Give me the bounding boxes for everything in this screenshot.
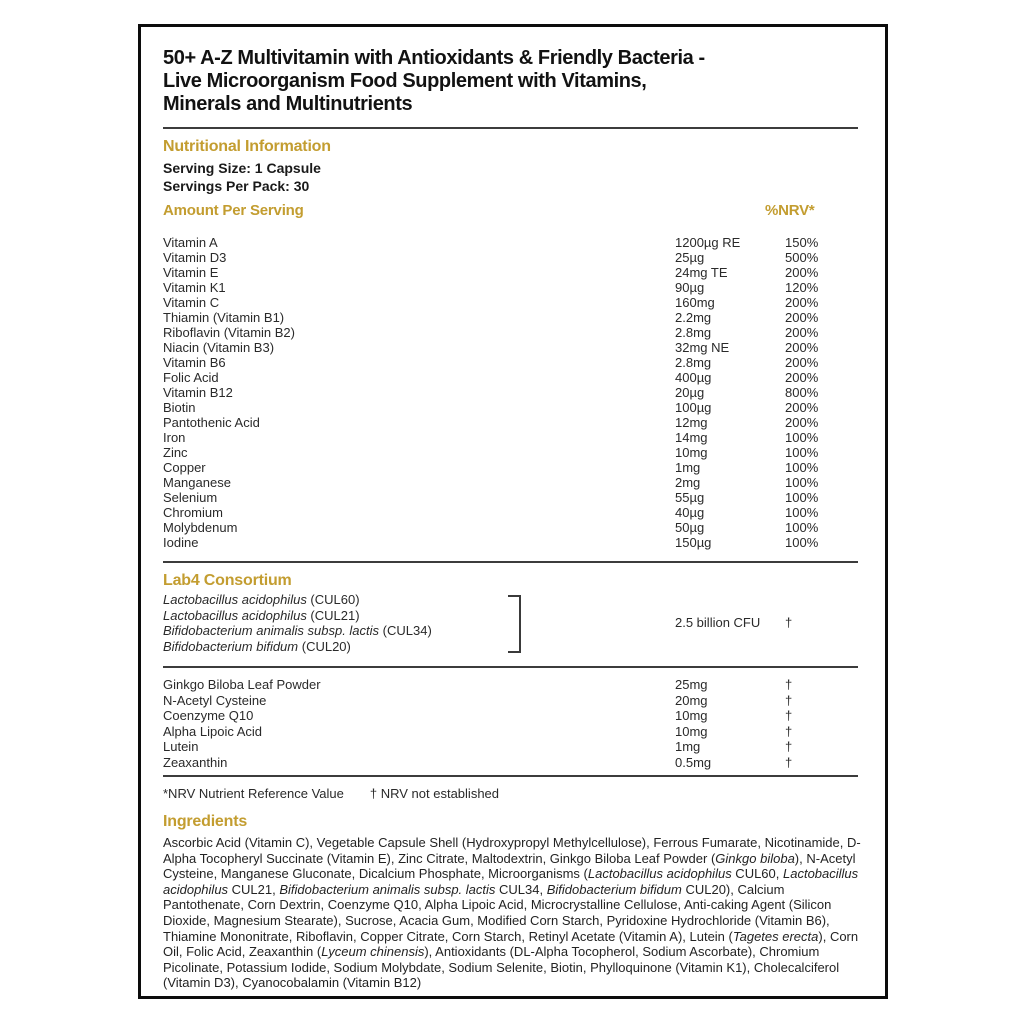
- nutrient-amount: 10mg: [675, 445, 708, 460]
- nutrient-name: Folic Acid: [163, 370, 219, 385]
- nutrient-nrv: 200%: [785, 325, 819, 340]
- ingredients-segment: CUL20), Calcium Pantothenate, Corn Dextrin, Coenzyme Q10, Alpha Lipoic Acid, Microcrystalline Cellulose, Anti-caking Agent (Silicon Dioxide, Magnesium Stearate), Sucrose, Acacia Gum, Modified Corn Starch, Pyridoxine Hydrochloride (Vitamin B6), Thiamine Mononitrate, Riboflavin, Copper Citrate, Corn Starch, Retinyl Acetate (Vitamin A), Lutein (: [163, 881, 832, 944]
- footnote-row: [163, 786, 858, 801]
- table-row: [163, 340, 858, 355]
- lab4-amount: 2.5 billion CFU: [675, 615, 761, 630]
- nutrient-table: [163, 235, 858, 550]
- table-row: [163, 677, 858, 693]
- table-row: [163, 370, 858, 385]
- grouping-bracket: [508, 595, 521, 653]
- nutrient-amount: 40µg: [675, 505, 705, 520]
- nutrient-amount: 20µg: [675, 385, 705, 400]
- nutrient-name: Biotin: [163, 400, 196, 415]
- dagger-footnote: † NRV not established: [369, 786, 500, 801]
- nutrient-name: Zinc: [163, 445, 188, 460]
- serving-info: [163, 159, 858, 195]
- nutrient-nrv: 150%: [785, 235, 819, 250]
- nutrient-name: Copper: [163, 460, 206, 475]
- nutrient-name: Thiamin (Vitamin B1): [163, 310, 285, 325]
- nutrient-name: Chromium: [163, 505, 223, 520]
- nutrient-amount: 25mg: [675, 677, 708, 692]
- nutrient-nrv: 200%: [785, 265, 819, 280]
- nutrient-name: Zeaxanthin: [163, 754, 228, 770]
- nutrient-nrv: 100%: [785, 460, 819, 475]
- amount-per-serving-heading: Amount Per Serving: [163, 202, 304, 219]
- nutrient-amount: 1mg: [675, 460, 701, 475]
- nutrient-nrv: 100%: [785, 505, 819, 520]
- ingredients-paragraph: [163, 835, 863, 991]
- table-row: [163, 460, 858, 475]
- table-row: [163, 708, 858, 724]
- ingredients-segment-latin: Lyceum chinensis: [321, 944, 425, 960]
- nutrient-name: Ginkgo Biloba Leaf Powder: [163, 677, 321, 692]
- nutrient-nrv: 200%: [785, 355, 819, 370]
- strain-code: (CUL60): [306, 592, 360, 607]
- ingredients-segment-latin: Bifidobacterium bifidum: [546, 881, 682, 897]
- ingredients-segment: ), Antioxidants (DL-Alpha Tocopherol, Sodium Ascorbate), Chromium Picolinate, Potassium Iodide, Sodium Molybdate, Sodium Selenite, Biotin, Phylloquinone (Vitamin K1), Cholecalciferol (Vitamin D3), Cyanocobalamin (Vitamin B12): [163, 944, 840, 991]
- ingredients-segment-latin: Bifidobacterium animalis subsp. lactis: [279, 881, 496, 897]
- nutrient-amount: 2mg: [675, 475, 701, 490]
- strain-name: Lactobacillus acidophilus: [163, 592, 307, 607]
- nutrient-amount: 10mg: [675, 723, 708, 739]
- nutrient-amount: 100µg: [675, 400, 712, 415]
- nutrient-name: Vitamin C: [163, 295, 220, 310]
- nutrient-name: Selenium: [163, 490, 218, 505]
- title-line-2: Live Microorganism Food Supplement with Vitamins,: [163, 70, 647, 92]
- ingredients-segment: ), Corn Oil, Folic Acid, Zeaxanthin (: [163, 928, 859, 960]
- strain-code: (CUL21): [306, 607, 360, 623]
- table-row: [163, 310, 858, 325]
- ingredients-segment-latin: Lactobacillus acidophilus: [587, 866, 732, 882]
- table-row: [163, 235, 858, 250]
- table-row: [163, 520, 858, 535]
- table-row: [163, 385, 858, 400]
- table-row: [163, 475, 858, 490]
- nutrient-amount: 55µg: [675, 490, 705, 505]
- nrv-column-heading: %NRV*: [765, 202, 815, 219]
- nutrient-amount: 0.5mg: [675, 754, 712, 770]
- nutrient-amount: 150µg: [675, 535, 712, 550]
- nutrient-nrv: 200%: [785, 295, 819, 310]
- nrv-footnote: *NRV Nutrient Reference Value: [163, 786, 344, 801]
- divider: [163, 666, 858, 668]
- nutrient-name: Coenzyme Q10: [163, 708, 254, 723]
- table-row: [163, 693, 858, 709]
- strain-code: (CUL20): [298, 638, 351, 654]
- nutrient-amount: 2.8mg: [675, 325, 712, 340]
- nutrient-name: Iron: [163, 430, 186, 445]
- table-row: [163, 505, 858, 520]
- nutrient-nrv: 100%: [785, 520, 819, 535]
- nutrient-nrv: 800%: [785, 385, 819, 400]
- ingredients-segment: Ascorbic Acid (Vitamin C), Vegetable Capsule Shell (Hydroxypropyl Methylcellulose), Ferrous Fumarate, Nicotinamide, D-Alpha Tocopheryl Succinate (Vitamin E), Zinc Citrate, Maltodextrin, Ginkgo Biloba Leaf Powder (: [163, 835, 861, 866]
- nutrient-name: Vitamin B6: [163, 355, 226, 370]
- label-content: [141, 27, 885, 996]
- table-row: [163, 400, 858, 415]
- lab4-consortium-heading: Lab4 Consortium: [163, 572, 292, 589]
- title-line-1: 50+ A-Z Multivitamin with Antioxidants & Friendly Bacteria -: [163, 47, 705, 69]
- table-row: [163, 755, 858, 771]
- ingredients-segment-latin: Ginkgo biloba: [715, 850, 795, 866]
- nutrient-nrv: 100%: [785, 535, 819, 550]
- nutrient-amount: 400µg: [675, 370, 712, 385]
- nutrient-nrv: 200%: [785, 400, 819, 415]
- nutrient-amount: 1200µg RE: [675, 235, 741, 250]
- nutrient-amount: 20mg: [675, 692, 708, 708]
- nutrient-nrv: 120%: [785, 280, 819, 295]
- table-row: [163, 265, 858, 280]
- strain-code: (CUL34): [379, 623, 432, 638]
- table-row: [163, 445, 858, 460]
- nutrient-amount: 12mg: [675, 415, 708, 430]
- table-row: [163, 415, 858, 430]
- nutrient-nrv: 100%: [785, 490, 819, 505]
- ingredients-segment: CUL21,: [228, 881, 280, 897]
- nutrient-name: Vitamin E: [163, 265, 219, 280]
- nutrient-amount: 90µg: [675, 280, 705, 295]
- nutrient-name: N-Acetyl Cysteine: [163, 692, 267, 708]
- page-title: [163, 47, 858, 116]
- nutrient-name: Vitamin K1: [163, 280, 226, 295]
- nutrient-nrv: †: [785, 677, 793, 692]
- nutrient-name: Manganese: [163, 475, 231, 490]
- nutrient-nrv: 200%: [785, 415, 819, 430]
- strain-name: Bifidobacterium animalis subsp. lactis: [163, 623, 380, 638]
- nutrient-amount: 50µg: [675, 520, 705, 535]
- lab4-strain-list: [163, 592, 858, 654]
- table-row: [163, 355, 858, 370]
- nutrient-nrv: 500%: [785, 250, 819, 265]
- nutrient-amount: 14mg: [675, 430, 708, 445]
- nutrient-name: Pantothenic Acid: [163, 415, 260, 430]
- table-row: [163, 430, 858, 445]
- ingredients-segment: CUL34,: [495, 881, 547, 897]
- nutrient-nrv: 200%: [785, 310, 819, 325]
- strain-name: Bifidobacterium bifidum: [163, 638, 299, 654]
- table-row: [163, 325, 858, 340]
- nutrient-nrv: 100%: [785, 430, 819, 445]
- nutrient-name: Iodine: [163, 535, 199, 550]
- table-row: [163, 535, 858, 550]
- nutrient-amount: 160mg: [675, 295, 715, 310]
- lab4-nrv-dagger: †: [785, 615, 793, 630]
- serving-size: Serving Size: 1 Capsule: [163, 160, 321, 176]
- ingredients-segment: ), N-Acetyl Cysteine, Manganese Gluconate, Dicalcium Phosphate, Microorganisms (: [163, 850, 856, 882]
- nutrient-name: Vitamin D3: [163, 250, 227, 265]
- title-line-3: Minerals and Multinutrients: [163, 93, 413, 115]
- nutrient-nrv: †: [785, 708, 793, 723]
- divider: [163, 127, 858, 129]
- table-row: [163, 295, 858, 310]
- table-row: [163, 724, 858, 740]
- nutrient-amount: 32mg NE: [675, 340, 730, 355]
- ingredients-segment-latin: Lactobacillus acidophilus: [163, 866, 859, 897]
- nutrient-name: Alpha Lipoic Acid: [163, 723, 263, 739]
- servings-per-pack: Servings Per Pack: 30: [163, 178, 310, 194]
- nutrient-name: Riboflavin (Vitamin B2): [163, 325, 295, 340]
- nutrient-nrv: †: [785, 739, 793, 754]
- nutrient-name: Niacin (Vitamin B3): [163, 340, 275, 355]
- nutrient-name: Molybdenum: [163, 520, 238, 535]
- botanicals-table: [163, 677, 858, 770]
- nutrient-amount: 10mg: [675, 708, 708, 723]
- nutrient-nrv: 100%: [785, 445, 819, 460]
- nutritional-information-heading: Nutritional Information: [163, 138, 331, 155]
- nutrient-nrv: 200%: [785, 370, 819, 385]
- nutrient-nrv: †: [785, 692, 793, 708]
- table-row: [163, 280, 858, 295]
- nutrient-amount: 1mg: [675, 739, 701, 754]
- nutrient-amount: 24mg TE: [675, 265, 728, 280]
- divider: [163, 561, 858, 563]
- nutrient-amount: 25µg: [675, 250, 705, 265]
- strain-name: Lactobacillus acidophilus: [163, 607, 307, 623]
- nutrient-name: Vitamin B12: [163, 385, 233, 400]
- nutrient-nrv: 100%: [785, 475, 819, 490]
- ingredients-segment-latin: Tagetes erecta: [732, 928, 819, 944]
- table-row: [163, 250, 858, 265]
- ingredients-heading: Ingredients: [163, 813, 248, 830]
- nutrient-amount: 2.2mg: [675, 310, 712, 325]
- divider: [163, 775, 858, 777]
- nutrient-nrv: †: [785, 754, 793, 770]
- nutrient-nrv: 200%: [785, 340, 819, 355]
- nutrient-amount: 2.8mg: [675, 355, 712, 370]
- table-header-row: [163, 202, 858, 219]
- nutrient-name: Vitamin A: [163, 235, 218, 250]
- supplement-label: [138, 24, 888, 999]
- table-row: [163, 739, 858, 755]
- nutrient-name: Lutein: [163, 739, 199, 754]
- table-row: [163, 490, 858, 505]
- nutrient-nrv: †: [785, 723, 793, 739]
- ingredients-segment: CUL60,: [731, 866, 783, 882]
